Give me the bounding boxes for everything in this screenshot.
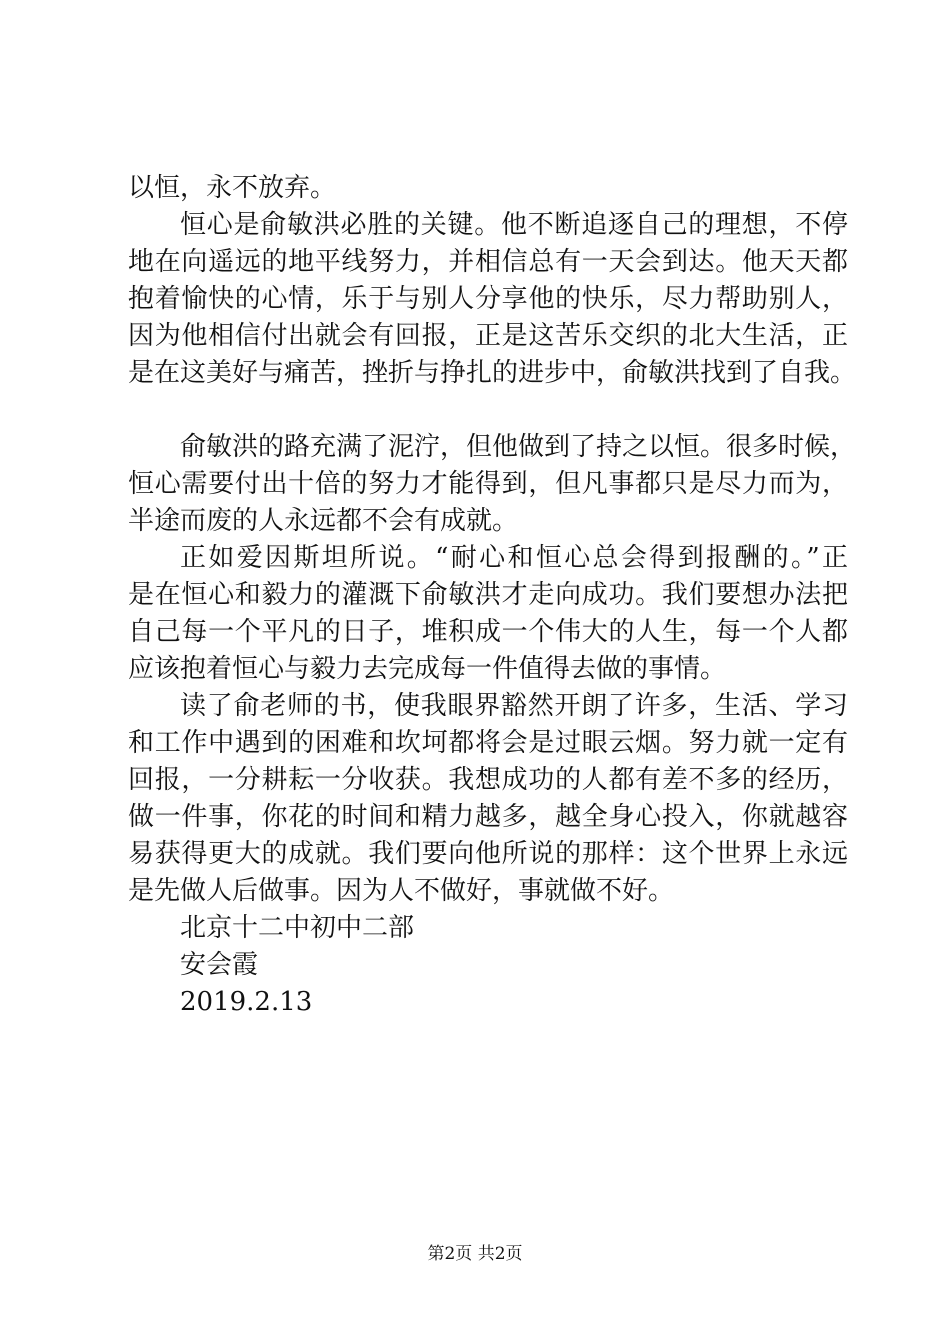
text-line: 自己每一个平凡的日子，堆积成一个伟大的人生，每一个人都: [128, 617, 848, 647]
text-line: 是先做人后做事。因为人不做好，事就做不好。: [128, 876, 675, 906]
text-line: 回报，一分耕耘一分收获。我想成功的人都有差不多的经历，: [128, 765, 848, 795]
text-line: 正如爱因斯坦所说。“耐心和恒心总会得到报酬的。”正: [180, 543, 848, 573]
text-line: 抱着愉快的心情，乐于与别人分享他的快乐，尽力帮助别人，: [128, 284, 848, 314]
signature-date: 2019.2.13: [180, 987, 313, 1017]
paragraph-gap: [128, 392, 848, 429]
text-line: 恒心需要付出十倍的努力才能得到，但凡事都只是尽力而为，: [128, 469, 848, 499]
signature-school: 北京十二中初中二部: [180, 913, 415, 943]
text-line: 是在这美好与痛苦，挫折与挣扎的进步中，俞敏洪找到了自我。: [128, 358, 857, 388]
text-line: 以恒，永不放弃。: [128, 173, 337, 203]
text-line: 因为他相信付出就会有回报，正是这苦乐交织的北大生活，正: [128, 321, 848, 351]
text-line: 恒心是俞敏洪必胜的关键。他不断追逐自己的理想，不停: [180, 210, 848, 240]
text-line: 地在向遥远的地平线努力，并相信总有一天会到达。他天天都: [128, 247, 848, 277]
text-line: 半途而废的人永远都不会有成就。: [128, 506, 519, 536]
text-line: 做一件事，你花的时间和精力越多，越全身心投入，你就越容: [128, 802, 848, 832]
page-footer: 第2页 共2页: [427, 1244, 523, 1264]
text-line: 俞敏洪的路充满了泥泞，但他做到了持之以恒。很多时候，: [180, 432, 857, 462]
signature-author: 安会霞: [180, 950, 259, 980]
document-body: [128, 170, 857, 1021]
text-line: 和工作中遇到的困难和坎坷都将会是过眼云烟。努力就一定有: [128, 728, 848, 758]
text-line: 是在恒心和毅力的灌溉下俞敏洪才走向成功。我们要想办法把: [128, 580, 848, 610]
text-line: 读了俞老师的书，使我眼界豁然开朗了许多，生活、学习: [180, 691, 848, 721]
text-line: 易获得更大的成就。我们要向他所说的那样：这个世界上永远: [128, 839, 848, 869]
text-line: 应该抱着恒心与毅力去完成每一件值得去做的事情。: [128, 654, 727, 684]
